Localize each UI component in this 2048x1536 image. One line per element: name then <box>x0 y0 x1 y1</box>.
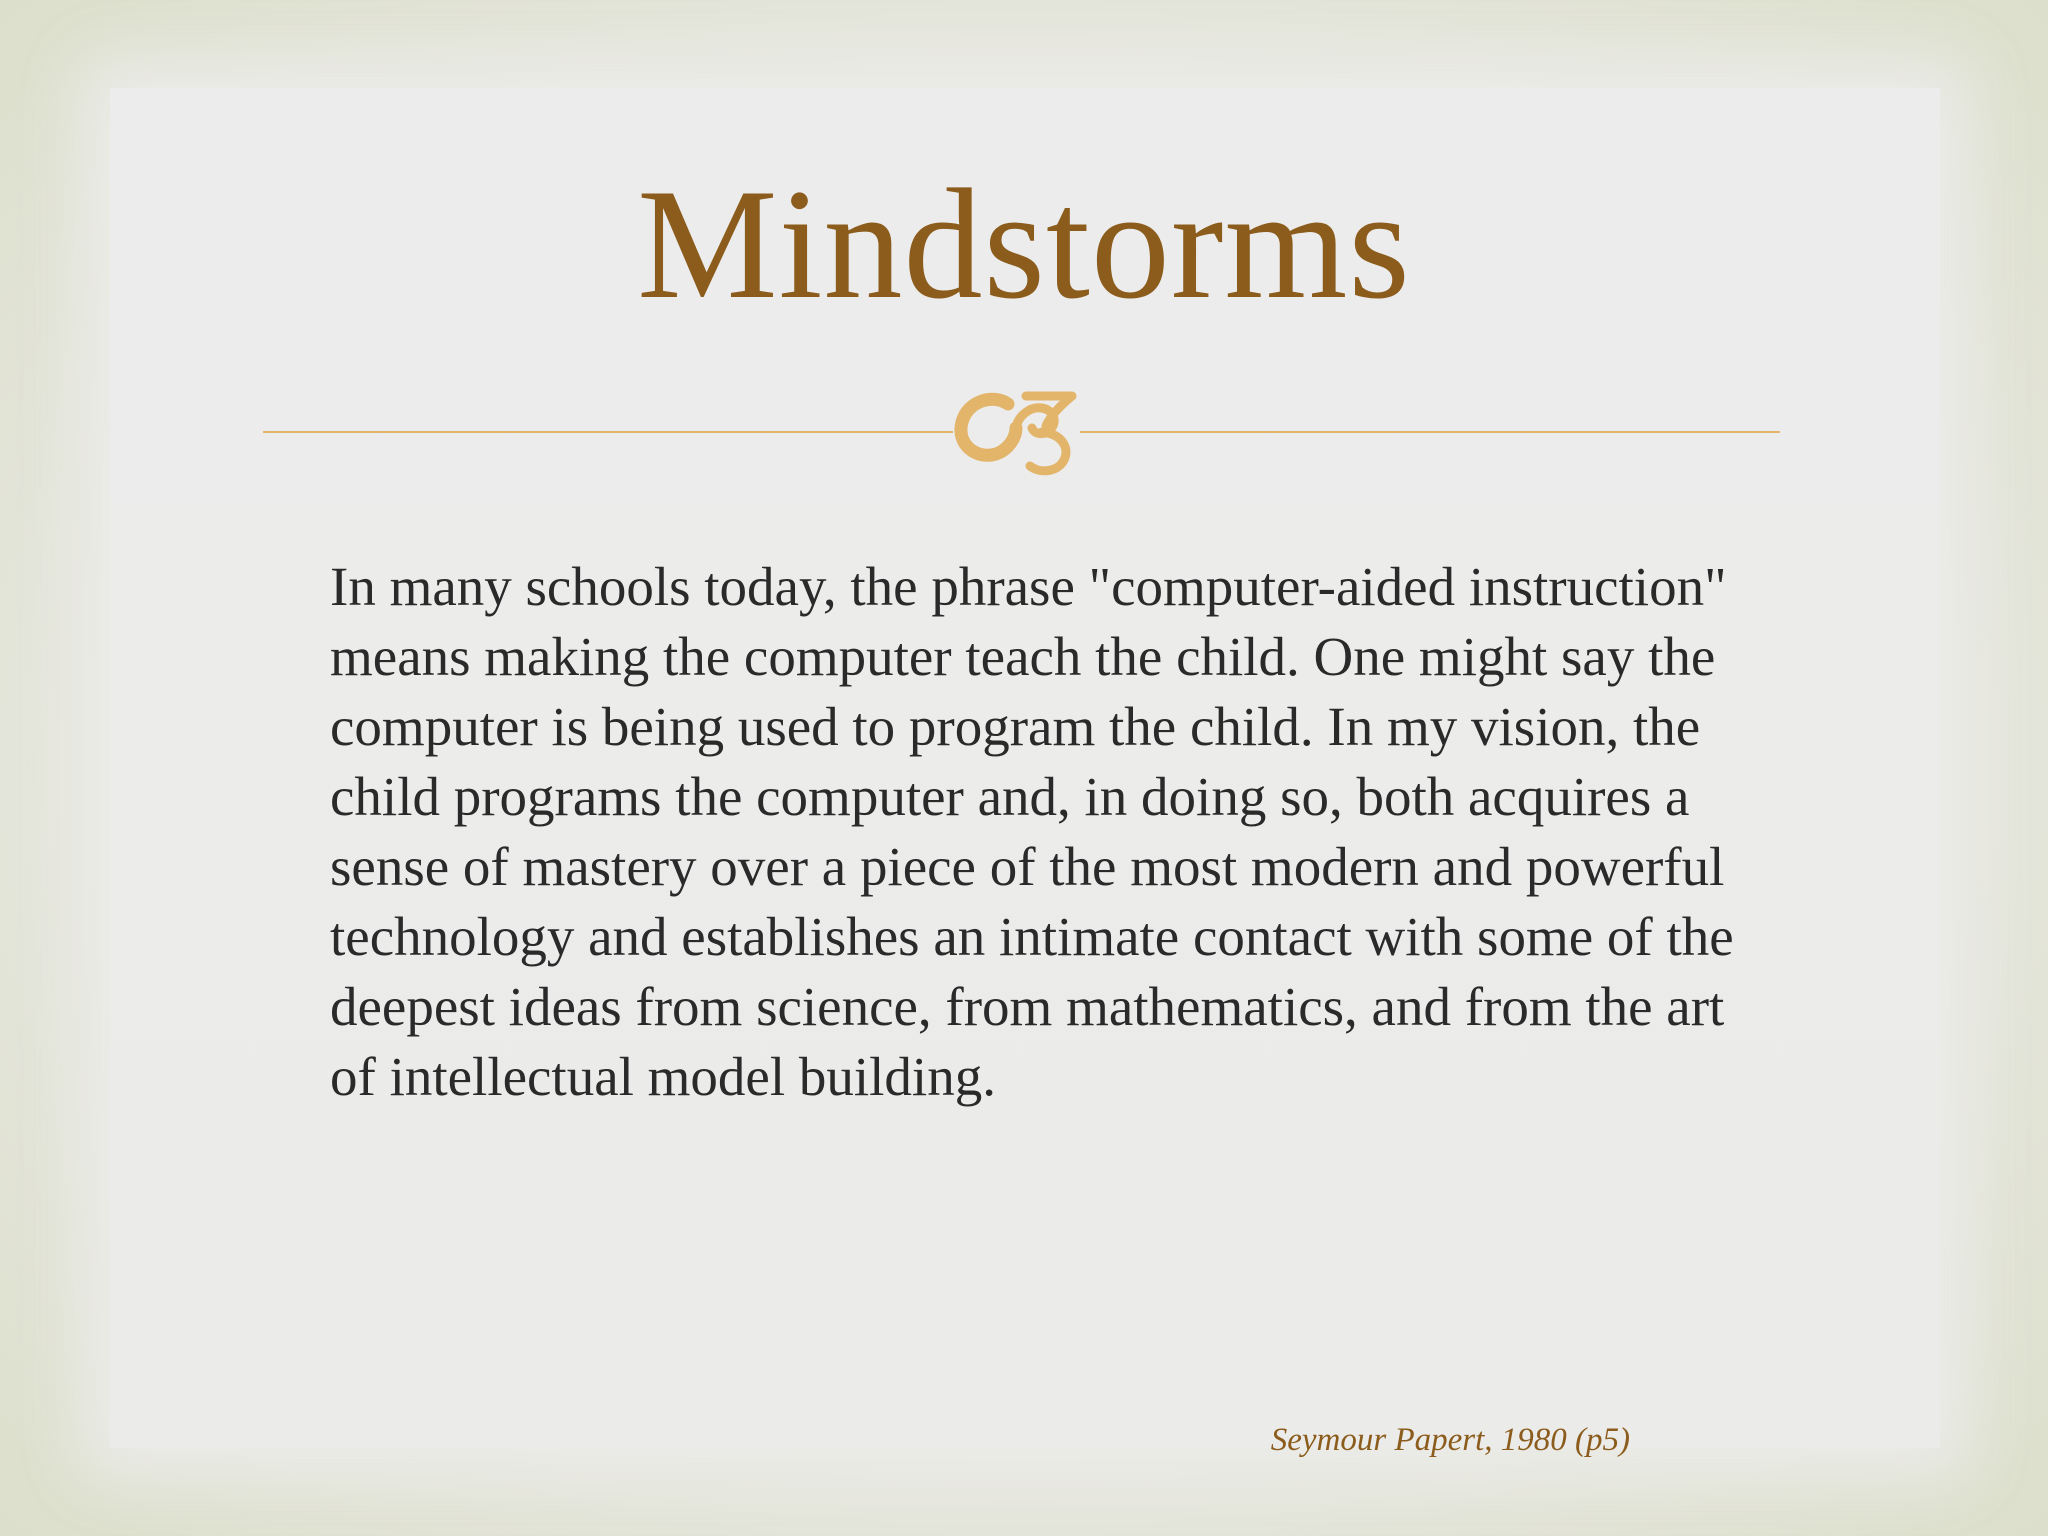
divider-line-right <box>1080 431 1780 433</box>
quote-body: In many schools today, the phrase "computer-aided instruction" means making the computer teach the child. One might say the computer is being used to program the child. In my vision, the child programs the computer and, in doing so, both acquires a sense of mastery over a piece of the most modern and powerful technology and establishes an intimate contact with some of the deepest ideas from science, from mathematics, and from the art of intellectual model building. <box>330 556 1734 1107</box>
slide-title: Mindstorms <box>637 157 1411 332</box>
ornament-swash-icon <box>946 372 1086 482</box>
divider-line-left <box>263 431 953 433</box>
quote-citation: Seymour Papert, 1980 (p5) <box>1270 1422 1630 1458</box>
